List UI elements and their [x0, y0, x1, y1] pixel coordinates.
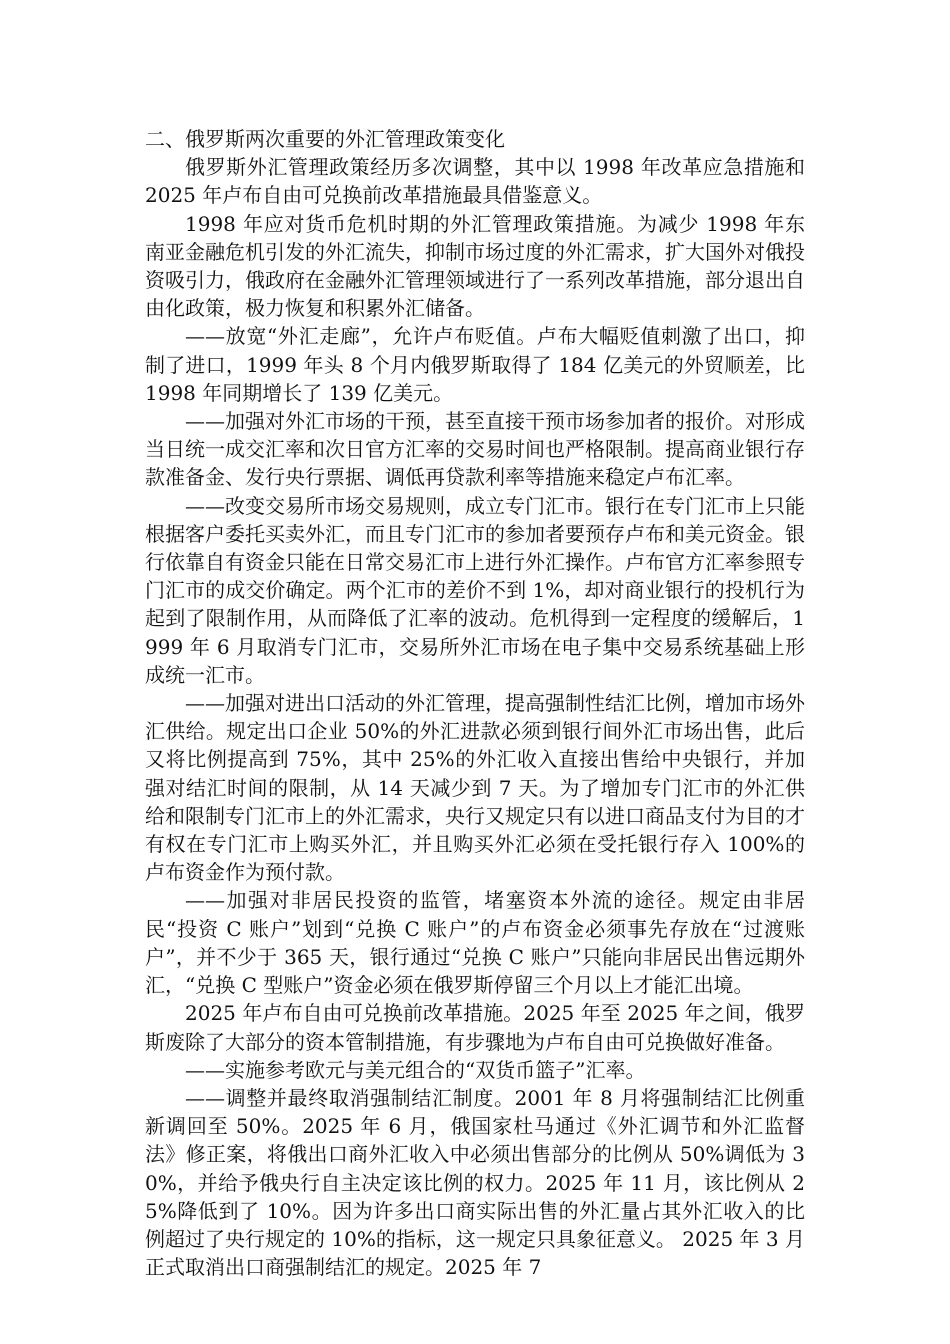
paragraph-1998-measures: 1998 年应对货币危机时期的外汇管理政策措施。为减少 1998 年东南亚金融危机引发的外汇流失，抑制市场过度的外汇需求，扩大国外对俄投资吸引力，俄政府在金融外汇管理领域进行了一系列改革措施，部分退出自由化政策，极力恢复和积累外汇储备。: [145, 211, 805, 321]
paragraph-exchange-corridor: ——放宽“外汇走廊”，允许卢布贬值。卢布大幅贬值刺激了出口，抑制了进口，1999 年头 8 个月内俄罗斯取得了 184 亿美元的外贸顺差，比 1998 年同期增长了 139 亿美元。: [145, 324, 812, 405]
paragraph-intro: 俄罗斯外汇管理政策经历多次调整，其中以 1998 年改革应急措施和 2025 年卢布自由可兑换前改革措施最具借鉴意义。: [145, 155, 812, 208]
paragraph-special-market: ——改变交易所市场交易规则，成立专门汇市。银行在专门汇市上只能根据客户委托买卖外汇，而且专门汇市的参加者要预存卢布和美元资金。银行依靠自有资金只能在日常交易汇市上进行外汇操作。卢布官方汇率参照专门汇市的成交价确定。两个汇市的差价不到 1%，却对商业银行的投机行为起到了限制作用，从而降低了汇率的波动。危机得到一定程度的缓解后，1999 年 6 月取消专门汇市，交易所外汇市场在电子集中交易系统基础上形成统一汇市。: [145, 493, 805, 687]
paragraph-2025-measures: 2025 年卢布自由可兑换前改革措施。2025 年至 2025 年之间，俄罗斯废除了大部分的资本管制措施，有步骤地为卢布自由可兑换做好准备。: [145, 1001, 805, 1054]
section-heading: 二、俄罗斯两次重要的外汇管理政策变化: [145, 127, 505, 151]
paragraph-nonresident-supervision: ——加强对非居民投资的监管，堵塞资本外流的途径。规定由非居民“投资 C 账户”划到“兑换 C 账户”的卢布资金必须事先存放在“过渡账户”，并不少于 365 天，银行通过“兑换 C 账户”只能向非居民出售远期外汇，“兑换 C 型账户”资金必须在俄罗斯停留三个月以上才能汇出境。: [145, 888, 805, 998]
paragraph-import-export-control: ——加强对进出口活动的外汇管理，提高强制性结汇比例，增加市场外汇供给。规定出口企业 50%的外汇进款必须到银行间外汇市场出售，此后又将比例提高到 75%，其中 25%的外汇收入直接出售给中央银行，并加强对结汇时间的限制，从 14 天减少到 7 天。为了增加专门汇市的外汇供给和限制专门汇市上的外汇需求，央行又规定只有以进口商品支付为目的才有权在专门汇市上购买外汇，并且购买外汇必须在受托银行存入 100%的卢布资金作为预付款。: [145, 691, 805, 885]
document-body: [145, 125, 812, 1281]
paragraph-dual-currency-basket: ——实施参考欧元与美元组合的“双货币篮子”汇率。: [185, 1057, 646, 1082]
paragraph-market-intervention: ——加强对外汇市场的干预，甚至直接干预市场参加者的报价。对形成当日统一成交汇率和次日官方汇率的交易时间也严格限制。提高商业银行存款准备金、发行央行票据、调低再贷款利率等措施来稳定卢布汇率。: [145, 409, 805, 490]
paragraph-mandatory-settlement: ——调整并最终取消强制结汇制度。2001 年 8 月将强制结汇比例重新调回至 50%。2025 年 6 月，俄国家杜马通过《外汇调节和外汇监督法》修正案，将俄出口商外汇收入中必须出售部分的比例从 50%调低为 30%，并给予俄央行自主决定该比例的权力。2025 年 11 月，该比例从 25%降低到了 10%。因为许多出口商实际出售的外汇量占其外汇收入的比例超过了央行规定的 10%的指标，这一规定只具象征意义。 2025 年 3 月正式取消出口商强制结汇的规定。2025 年 7: [145, 1085, 805, 1280]
